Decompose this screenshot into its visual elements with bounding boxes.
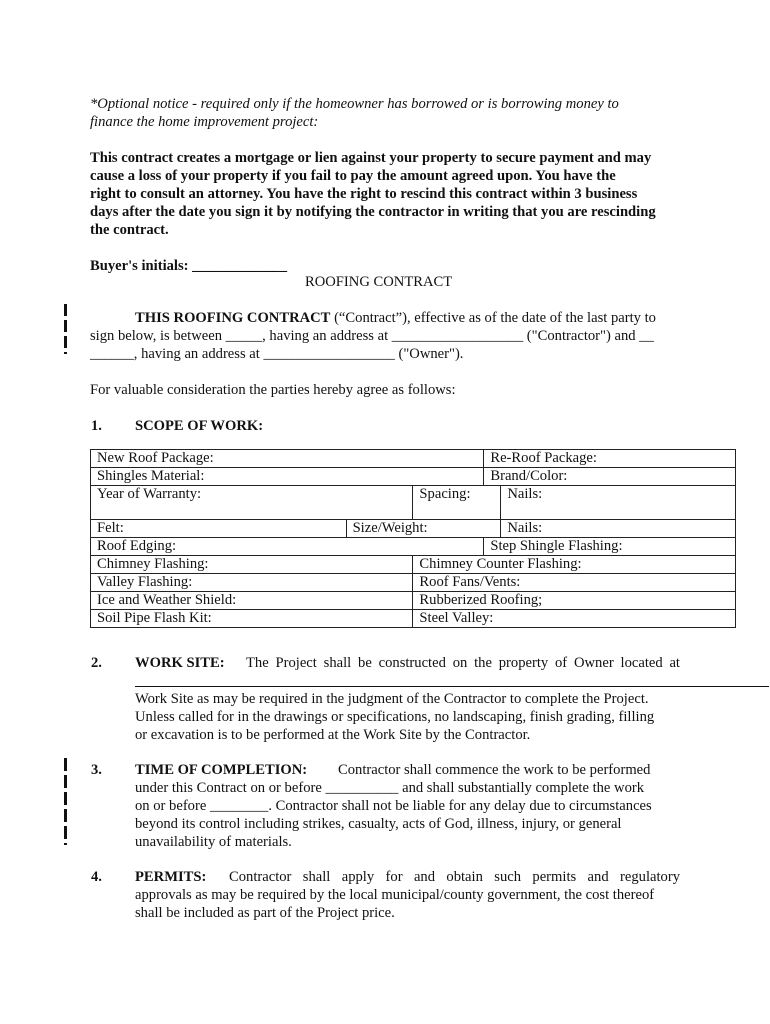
roof-edging-cell: Roof Edging: [91, 538, 484, 556]
section-3-text: under this Contract on or before __________ and shall substantially complete the work [135, 780, 645, 796]
section-4-line-1: Contractor shall apply for and obtain such permits and regulatory [229, 869, 680, 885]
nails-cell: Nails: [501, 486, 736, 520]
year-of-warranty-cell: Year of Warranty: [91, 486, 413, 520]
valley-flashing-cell: Valley Flashing: [91, 574, 413, 592]
intro-line-1-rest: (“Contract”), effective as of the date of the last party to [330, 310, 656, 326]
ice-weather-shield-cell: Ice and Weather Shield: [91, 592, 413, 610]
section-2-text: Unless called for in the drawings or specifications, no landscaping, finish grading, filling [135, 709, 655, 725]
optional-notice-line-2: finance the home improvement project: [90, 114, 319, 130]
warning-line: right to consult an attorney. You have the right to rescind this contract within 3 business [90, 186, 638, 202]
section-1-heading: SCOPE OF WORK: [135, 418, 264, 434]
warning-line: the contract. [90, 222, 169, 238]
shingles-material-cell: Shingles Material: [91, 468, 484, 486]
table-row [91, 468, 736, 486]
section-3-number: 3. [91, 762, 102, 778]
table-row [91, 556, 736, 574]
warning-line: days after the date you sign it by notifying the contractor in writing that you are rescinding [90, 204, 656, 220]
felt-cell: Felt: [91, 520, 347, 538]
revision-marks [64, 304, 67, 358]
intro-bold-lead: THIS ROOFING CONTRACT [135, 310, 331, 326]
steel-valley-cell: Steel Valley: [413, 610, 736, 628]
section-3-line-1: Contractor shall commence the work to be performed [338, 762, 651, 778]
size-weight-cell: Size/Weight: [346, 520, 501, 538]
table-row [91, 450, 736, 468]
brand-color-cell: Brand/Color: [484, 468, 736, 486]
revision-marks [64, 758, 67, 849]
spacing-cell: Spacing: [413, 486, 501, 520]
roof-fans-vents-cell: Roof Fans/Vents: [413, 574, 736, 592]
intro-line-1 [135, 309, 656, 327]
soil-pipe-flash-kit-cell: Soil Pipe Flash Kit: [91, 610, 413, 628]
document-title: ROOFING CONTRACT [305, 274, 453, 290]
section-4-heading: PERMITS: [135, 869, 207, 885]
section-4-number: 4. [91, 869, 102, 885]
table-row [91, 538, 736, 556]
table-row [91, 574, 736, 592]
warning-line: This contract creates a mortgage or lien against your property to secure payment and may [90, 150, 652, 166]
section-3-heading: TIME OF COMPLETION: [135, 762, 308, 778]
step-shingle-flashing-cell: Step Shingle Flashing: [484, 538, 736, 556]
new-roof-package-cell: New Roof Package: [91, 450, 484, 468]
table-row [91, 520, 736, 538]
section-1-number: 1. [91, 418, 102, 434]
section-2-number: 2. [91, 655, 102, 671]
section-3-text: beyond its control including strikes, casualty, acts of God, illness, injury, or general [135, 816, 622, 832]
optional-notice-line-1: *Optional notice - required only if the homeowner has borrowed or is borrowing money to [90, 96, 619, 112]
scope-of-work-table [90, 449, 736, 628]
intro-line-3: ______, having an address at __________________ ("Owner"). [90, 346, 464, 362]
nails-cell: Nails: [501, 520, 736, 538]
consideration: For valuable consideration the parties hereby agree as follows: [90, 382, 456, 398]
section-2-text: or excavation is to be performed at the Work Site by the Contractor. [135, 727, 531, 743]
section-4-text: shall be included as part of the Project price. [135, 905, 395, 921]
reroof-package-cell: Re-Roof Package: [484, 450, 736, 468]
table-row [91, 610, 736, 628]
table-row [91, 592, 736, 610]
buyer-initials: Buyer's initials: _____________ [90, 258, 288, 274]
table-row [91, 486, 736, 520]
section-3-text: on or before ________. Contractor shall not be liable for any delay due to circumstances [135, 798, 652, 814]
section-2-line-1: The Project shall be constructed on the property of Owner located at [246, 655, 680, 671]
section-2-heading: WORK SITE: [135, 655, 225, 671]
intro-line-2: sign below, is between _____, having an address at __________________ ("Contractor") and __ [90, 328, 654, 344]
chimney-counter-flashing-cell: Chimney Counter Flashing: [413, 556, 736, 574]
section-4-text: approvals as may be required by the local municipal/county government, the cost thereof [135, 887, 655, 903]
warning-line: cause a loss of your property if you fail to pay the amount agreed upon. You have the [90, 168, 616, 184]
section-2-text: Work Site as may be required in the judgment of the Contractor to complete the Project. [135, 691, 649, 707]
rubberized-roofing-cell: Rubberized Roofing; [413, 592, 736, 610]
address-blank-line [135, 686, 769, 687]
section-3-text: unavailability of materials. [135, 834, 292, 850]
chimney-flashing-cell: Chimney Flashing: [91, 556, 413, 574]
